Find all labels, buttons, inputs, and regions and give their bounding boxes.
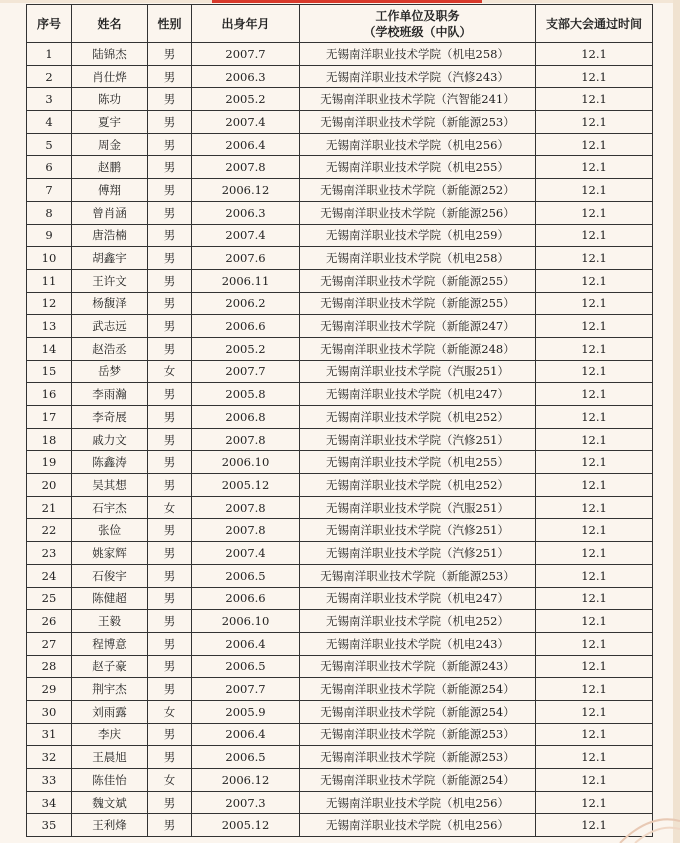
row-name: 陆锦杰: [72, 43, 148, 66]
row-unit: 无锡南洋职业技术学院（新能源248）: [300, 337, 536, 360]
row-unit: 无锡南洋职业技术学院（新能源254）: [300, 678, 536, 701]
row-birth: 2007.7: [192, 360, 300, 383]
row-name: 胡鑫宇: [72, 247, 148, 270]
row-birth: 2006.10: [192, 610, 300, 633]
row-birth: 2007.8: [192, 519, 300, 542]
row-num: 8: [27, 201, 72, 224]
row-date: 12.1: [536, 111, 653, 134]
table-row: [27, 496, 653, 519]
row-num: 13: [27, 315, 72, 338]
row-gender: 男: [148, 610, 192, 633]
row-unit: 无锡南洋职业技术学院（汽服251）: [300, 496, 536, 519]
row-name: 赵子豪: [72, 655, 148, 678]
row-unit: 无锡南洋职业技术学院（机电258）: [300, 247, 536, 270]
row-num: 24: [27, 564, 72, 587]
row-num: 23: [27, 542, 72, 565]
table-row: [27, 791, 653, 814]
row-num: 32: [27, 746, 72, 769]
row-birth: 2006.11: [192, 269, 300, 292]
row-unit: 无锡南洋职业技术学院（机电247）: [300, 587, 536, 610]
row-name: 石俊宇: [72, 564, 148, 587]
row-unit: 无锡南洋职业技术学院（机电247）: [300, 383, 536, 406]
row-num: 10: [27, 247, 72, 270]
row-name: 王毅: [72, 610, 148, 633]
row-date: 12.1: [536, 383, 653, 406]
row-birth: 2007.7: [192, 43, 300, 66]
row-gender: 女: [148, 700, 192, 723]
row-date: 12.1: [536, 610, 653, 633]
header-name: 姓名: [72, 5, 148, 43]
row-birth: 2007.3: [192, 791, 300, 814]
row-name: 陈佳怡: [72, 769, 148, 792]
row-birth: 2006.3: [192, 65, 300, 88]
row-date: 12.1: [536, 292, 653, 315]
row-unit: 无锡南洋职业技术学院（机电252）: [300, 406, 536, 429]
row-birth: 2007.4: [192, 224, 300, 247]
row-unit: 无锡南洋职业技术学院（新能源254）: [300, 700, 536, 723]
row-num: 14: [27, 337, 72, 360]
row-date: 12.1: [536, 360, 653, 383]
row-num: 27: [27, 632, 72, 655]
row-birth: 2005.9: [192, 700, 300, 723]
row-gender: 男: [148, 542, 192, 565]
row-date: 12.1: [536, 496, 653, 519]
row-birth: 2006.6: [192, 587, 300, 610]
row-gender: 男: [148, 43, 192, 66]
row-name: 肖仕烨: [72, 65, 148, 88]
row-name: 夏宇: [72, 111, 148, 134]
row-unit: 无锡南洋职业技术学院（汽智能241）: [300, 88, 536, 111]
row-unit: 无锡南洋职业技术学院（汽修251）: [300, 542, 536, 565]
row-gender: 男: [148, 678, 192, 701]
table-row: [27, 383, 653, 406]
row-date: 12.1: [536, 201, 653, 224]
row-unit: 无锡南洋职业技术学院（机电256）: [300, 814, 536, 837]
row-name: 姚家辉: [72, 542, 148, 565]
row-birth: 2007.8: [192, 496, 300, 519]
row-birth: 2007.8: [192, 156, 300, 179]
row-date: 12.1: [536, 587, 653, 610]
row-unit: 无锡南洋职业技术学院（机电252）: [300, 610, 536, 633]
row-birth: 2006.5: [192, 564, 300, 587]
row-birth: 2005.12: [192, 474, 300, 497]
row-date: 12.1: [536, 746, 653, 769]
row-num: 17: [27, 406, 72, 429]
row-date: 12.1: [536, 678, 653, 701]
row-name: 王晨旭: [72, 746, 148, 769]
row-birth: 2007.4: [192, 111, 300, 134]
row-birth: 2006.12: [192, 769, 300, 792]
table-row: [27, 360, 653, 383]
table-row: [27, 587, 653, 610]
table-row: [27, 428, 653, 451]
row-gender: 男: [148, 315, 192, 338]
table-row: [27, 156, 653, 179]
row-date: 12.1: [536, 814, 653, 837]
row-birth: 2005.8: [192, 383, 300, 406]
table-row: [27, 224, 653, 247]
row-name: 傅翔: [72, 179, 148, 202]
row-date: 12.1: [536, 451, 653, 474]
row-num: 4: [27, 111, 72, 134]
row-unit: 无锡南洋职业技术学院（新能源255）: [300, 269, 536, 292]
row-name: 赵鹏: [72, 156, 148, 179]
row-name: 刘雨露: [72, 700, 148, 723]
row-name: 魏文斌: [72, 791, 148, 814]
row-num: 6: [27, 156, 72, 179]
row-name: 石宇杰: [72, 496, 148, 519]
row-unit: 无锡南洋职业技术学院（新能源247）: [300, 315, 536, 338]
row-birth: 2006.6: [192, 315, 300, 338]
top-strip: [0, 0, 680, 3]
row-name: 荆宇杰: [72, 678, 148, 701]
row-unit: 无锡南洋职业技术学院（机电258）: [300, 43, 536, 66]
row-num: 9: [27, 224, 72, 247]
row-name: 陈鑫涛: [72, 451, 148, 474]
table-row: [27, 678, 653, 701]
row-date: 12.1: [536, 723, 653, 746]
row-gender: 女: [148, 496, 192, 519]
row-num: 35: [27, 814, 72, 837]
header-unit-line1: 工作单位及职务: [375, 8, 460, 23]
row-name: 李庆: [72, 723, 148, 746]
row-name: 李奇展: [72, 406, 148, 429]
row-birth: 2007.6: [192, 247, 300, 270]
row-num: 2: [27, 65, 72, 88]
row-date: 12.1: [536, 88, 653, 111]
row-unit: 无锡南洋职业技术学院（新能源253）: [300, 564, 536, 587]
row-gender: 男: [148, 111, 192, 134]
row-date: 12.1: [536, 564, 653, 587]
header-gender: 性别: [148, 5, 192, 43]
row-num: 26: [27, 610, 72, 633]
row-birth: 2006.12: [192, 179, 300, 202]
row-gender: 男: [148, 383, 192, 406]
row-gender: 男: [148, 655, 192, 678]
table-row: [27, 315, 653, 338]
row-unit: 无锡南洋职业技术学院（汽服251）: [300, 360, 536, 383]
row-gender: 男: [148, 247, 192, 270]
table-row: [27, 201, 653, 224]
row-unit: 无锡南洋职业技术学院（机电255）: [300, 451, 536, 474]
table-row: [27, 655, 653, 678]
table-row: [27, 564, 653, 587]
table-row: [27, 814, 653, 837]
row-num: 11: [27, 269, 72, 292]
table-row: [27, 65, 653, 88]
row-name: 唐浩楠: [72, 224, 148, 247]
table-row: [27, 111, 653, 134]
table-row: [27, 292, 653, 315]
row-unit: 无锡南洋职业技术学院（汽修243）: [300, 65, 536, 88]
row-name: 陈功: [72, 88, 148, 111]
row-unit: 无锡南洋职业技术学院（新能源253）: [300, 746, 536, 769]
table-row: [27, 746, 653, 769]
row-date: 12.1: [536, 247, 653, 270]
row-birth: 2006.3: [192, 201, 300, 224]
top-accent-bar: [212, 0, 482, 3]
row-birth: 2006.5: [192, 746, 300, 769]
row-name: 王许文: [72, 269, 148, 292]
table-row: [27, 451, 653, 474]
table-row: [27, 247, 653, 270]
row-num: 19: [27, 451, 72, 474]
table-row: [27, 519, 653, 542]
table-row: [27, 610, 653, 633]
row-date: 12.1: [536, 791, 653, 814]
row-date: 12.1: [536, 65, 653, 88]
row-unit: 无锡南洋职业技术学院（汽修251）: [300, 519, 536, 542]
row-unit: 无锡南洋职业技术学院（新能源253）: [300, 111, 536, 134]
row-gender: 男: [148, 519, 192, 542]
row-date: 12.1: [536, 428, 653, 451]
row-num: 20: [27, 474, 72, 497]
row-gender: 男: [148, 406, 192, 429]
row-num: 22: [27, 519, 72, 542]
row-gender: 男: [148, 269, 192, 292]
table-row: [27, 632, 653, 655]
row-unit: 无锡南洋职业技术学院（机电252）: [300, 474, 536, 497]
header-row: [27, 5, 653, 43]
row-gender: 男: [148, 814, 192, 837]
corner-swirl-decoration: [610, 803, 680, 843]
row-date: 12.1: [536, 474, 653, 497]
row-birth: 2005.2: [192, 337, 300, 360]
row-date: 12.1: [536, 179, 653, 202]
row-name: 陈健超: [72, 587, 148, 610]
page-edge: [673, 0, 680, 843]
row-birth: 2006.8: [192, 406, 300, 429]
header-date: 支部大会通过时间: [536, 5, 653, 43]
row-gender: 男: [148, 65, 192, 88]
row-name: 李雨瀚: [72, 383, 148, 406]
row-unit: 无锡南洋职业技术学院（新能源253）: [300, 723, 536, 746]
header-birth: 出身年月: [192, 5, 300, 43]
table-row: [27, 700, 653, 723]
row-num: 7: [27, 179, 72, 202]
row-num: 33: [27, 769, 72, 792]
row-gender: 男: [148, 337, 192, 360]
row-name: 周金: [72, 133, 148, 156]
table-row: [27, 474, 653, 497]
row-num: 30: [27, 700, 72, 723]
row-birth: 2005.2: [192, 88, 300, 111]
row-name: 武志远: [72, 315, 148, 338]
header-unit-line2: （学校班级（中队）: [363, 24, 472, 39]
row-num: 12: [27, 292, 72, 315]
row-date: 12.1: [536, 632, 653, 655]
row-unit: 无锡南洋职业技术学院（机电243）: [300, 632, 536, 655]
row-unit: 无锡南洋职业技术学院（机电259）: [300, 224, 536, 247]
row-gender: 男: [148, 474, 192, 497]
row-num: 21: [27, 496, 72, 519]
table-row: [27, 769, 653, 792]
row-date: 12.1: [536, 315, 653, 338]
row-name: 戚力文: [72, 428, 148, 451]
table-row: [27, 179, 653, 202]
row-birth: 2007.4: [192, 542, 300, 565]
row-gender: 男: [148, 451, 192, 474]
row-gender: 女: [148, 360, 192, 383]
row-num: 3: [27, 88, 72, 111]
row-name: 岳梦: [72, 360, 148, 383]
row-name: 赵浩丞: [72, 337, 148, 360]
row-date: 12.1: [536, 269, 653, 292]
table-header: [27, 5, 653, 43]
row-birth: 2006.2: [192, 292, 300, 315]
row-num: 18: [27, 428, 72, 451]
row-date: 12.1: [536, 542, 653, 565]
roster-table: [26, 4, 653, 837]
row-date: 12.1: [536, 133, 653, 156]
row-date: 12.1: [536, 156, 653, 179]
row-gender: 男: [148, 791, 192, 814]
row-birth: 2006.4: [192, 632, 300, 655]
row-num: 29: [27, 678, 72, 701]
row-unit: 无锡南洋职业技术学院（新能源254）: [300, 769, 536, 792]
row-birth: 2007.7: [192, 678, 300, 701]
row-gender: 男: [148, 723, 192, 746]
row-date: 12.1: [536, 43, 653, 66]
row-unit: 无锡南洋职业技术学院（新能源252）: [300, 179, 536, 202]
row-num: 28: [27, 655, 72, 678]
row-gender: 男: [148, 428, 192, 451]
row-birth: 2006.10: [192, 451, 300, 474]
table-row: [27, 133, 653, 156]
row-gender: 男: [148, 156, 192, 179]
table-row: [27, 88, 653, 111]
table-row: [27, 406, 653, 429]
row-gender: 女: [148, 769, 192, 792]
row-birth: 2005.12: [192, 814, 300, 837]
row-name: 吴其想: [72, 474, 148, 497]
row-gender: 男: [148, 746, 192, 769]
row-gender: 男: [148, 88, 192, 111]
row-num: 31: [27, 723, 72, 746]
row-num: 1: [27, 43, 72, 66]
row-birth: 2007.8: [192, 428, 300, 451]
row-name: 曾肖涵: [72, 201, 148, 224]
row-date: 12.1: [536, 769, 653, 792]
table-row: [27, 542, 653, 565]
row-gender: 男: [148, 632, 192, 655]
row-birth: 2006.5: [192, 655, 300, 678]
row-gender: 男: [148, 201, 192, 224]
row-unit: 无锡南洋职业技术学院（机电256）: [300, 133, 536, 156]
table-row: [27, 337, 653, 360]
row-birth: 2006.4: [192, 133, 300, 156]
row-date: 12.1: [536, 700, 653, 723]
row-date: 12.1: [536, 519, 653, 542]
table-row: [27, 269, 653, 292]
row-num: 5: [27, 133, 72, 156]
row-date: 12.1: [536, 655, 653, 678]
row-gender: 男: [148, 564, 192, 587]
row-num: 16: [27, 383, 72, 406]
header-unit: [300, 5, 536, 43]
row-unit: 无锡南洋职业技术学院（新能源256）: [300, 201, 536, 224]
row-unit: 无锡南洋职业技术学院（汽修251）: [300, 428, 536, 451]
row-name: 程博意: [72, 632, 148, 655]
row-unit: 无锡南洋职业技术学院（新能源255）: [300, 292, 536, 315]
row-gender: 男: [148, 292, 192, 315]
row-num: 15: [27, 360, 72, 383]
row-unit: 无锡南洋职业技术学院（新能源243）: [300, 655, 536, 678]
header-num: 序号: [27, 5, 72, 43]
row-gender: 男: [148, 179, 192, 202]
row-gender: 男: [148, 133, 192, 156]
row-name: 王利烽: [72, 814, 148, 837]
row-name: 杨馥泽: [72, 292, 148, 315]
table-row: [27, 43, 653, 66]
row-name: 张俭: [72, 519, 148, 542]
row-num: 34: [27, 791, 72, 814]
table-row: [27, 723, 653, 746]
row-date: 12.1: [536, 224, 653, 247]
row-unit: 无锡南洋职业技术学院（机电256）: [300, 791, 536, 814]
row-gender: 男: [148, 587, 192, 610]
row-birth: 2006.4: [192, 723, 300, 746]
row-unit: 无锡南洋职业技术学院（机电255）: [300, 156, 536, 179]
row-num: 25: [27, 587, 72, 610]
row-date: 12.1: [536, 337, 653, 360]
table-body: [27, 43, 653, 837]
row-gender: 男: [148, 224, 192, 247]
row-date: 12.1: [536, 406, 653, 429]
